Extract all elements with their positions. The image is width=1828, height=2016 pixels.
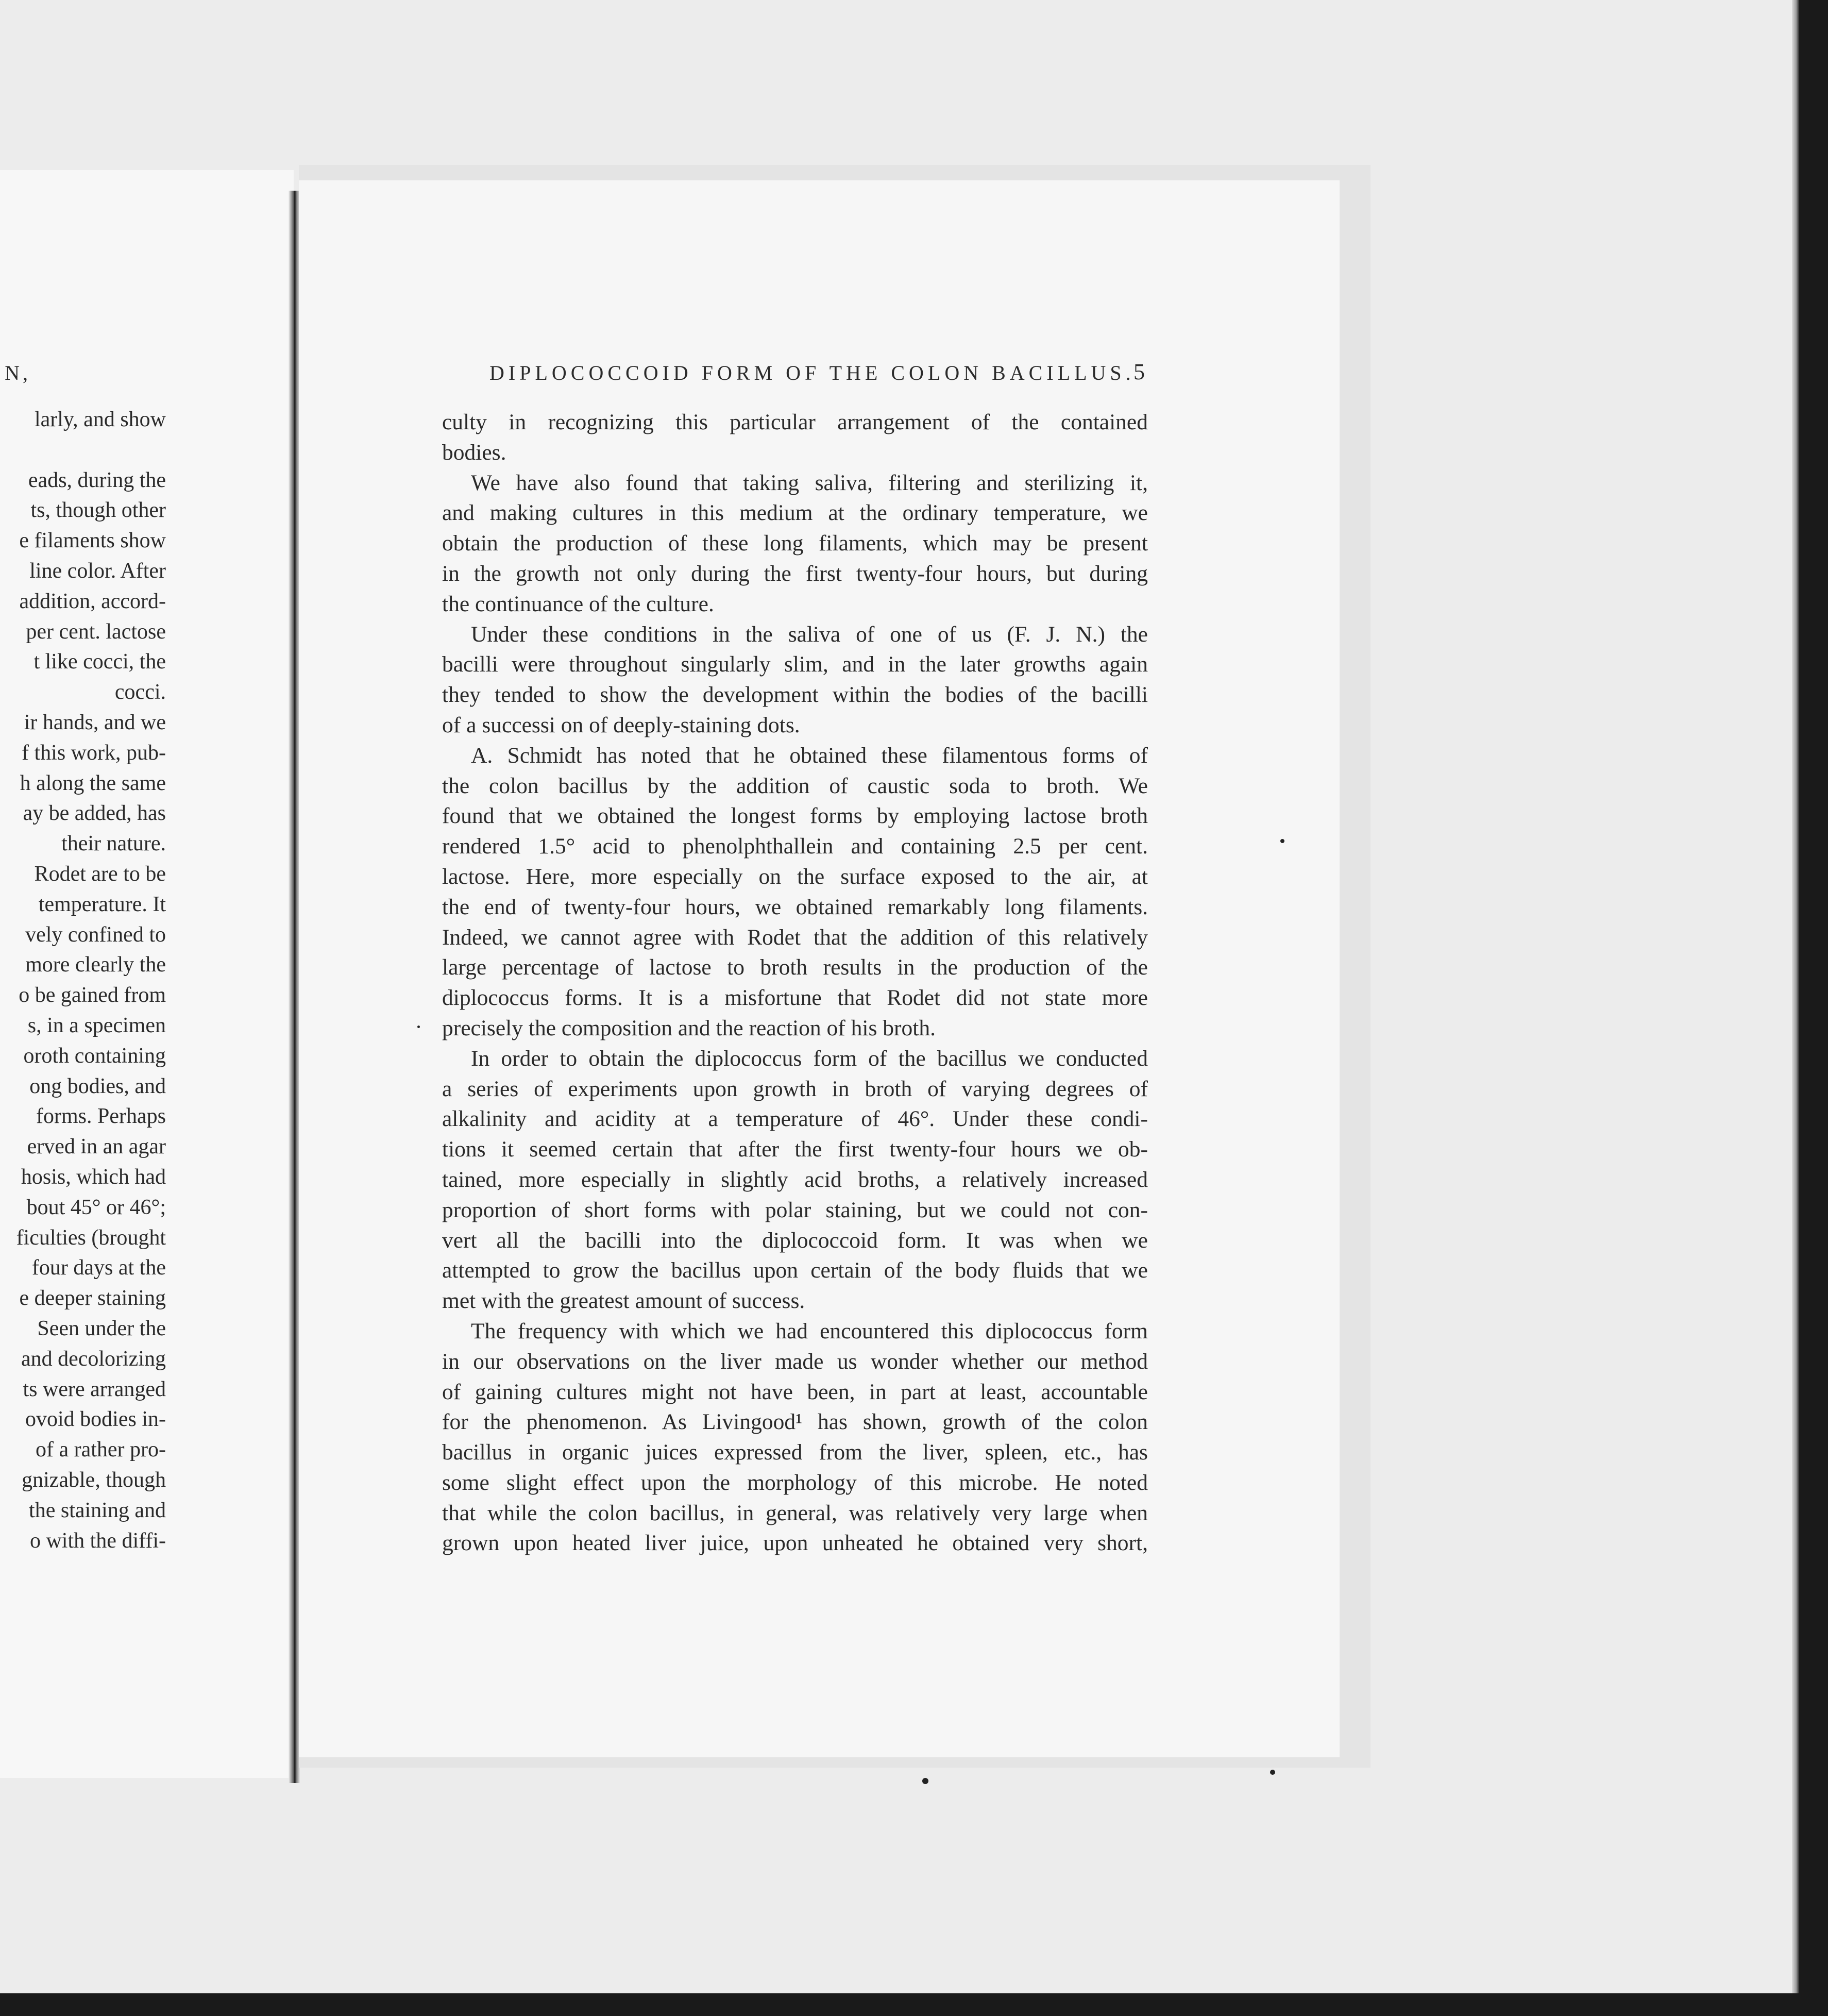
text-line: bodies. xyxy=(442,440,506,465)
text-line: the colon bacillus by the addition of caustic soda to broth. We xyxy=(442,773,1148,798)
left-text-line: ir hands, and we xyxy=(24,711,166,734)
text-line: A. Schmidt has noted that he obtained these filamentous forms of xyxy=(471,743,1148,768)
left-text-line: temperature. It xyxy=(38,892,166,916)
text-line: grown upon heated liver juice, upon unheated he obtained very short, xyxy=(442,1531,1148,1556)
text-line: precisely the composition and the reaction of his broth. xyxy=(442,1015,936,1040)
text-line: bacillus in organic juices expressed from the liver, spleen, etc., has xyxy=(442,1440,1148,1465)
text-line: that while the colon bacillus, in general, was relatively very large when xyxy=(442,1500,1148,1525)
left-text-line: cocci. xyxy=(114,680,166,704)
left-text-line: e deeper staining xyxy=(19,1286,166,1311)
left-text-line: ficulties (brought xyxy=(16,1225,166,1250)
left-text-line: vely confined to xyxy=(25,922,166,947)
left-text-line: and decolorizing xyxy=(21,1347,166,1371)
text-line: tions it seemed certain that after the first twenty-four hours we ob- xyxy=(442,1137,1148,1162)
left-text-line: erved in an agar xyxy=(27,1135,166,1159)
left-text-line: f this work, pub- xyxy=(22,741,166,765)
text-line: found that we obtained the longest forms by employing lactose broth xyxy=(442,803,1148,829)
text-line: tained, more especially in slightly acid broths, a relatively increased xyxy=(442,1167,1148,1192)
left-text-line: t like cocci, the xyxy=(33,650,166,674)
left-text-line: addition, accord- xyxy=(19,589,166,613)
left-text-line: o with the diffi- xyxy=(29,1528,166,1553)
text-line: rendered 1.5° acid to phenolphthallein and containing 2.5 per cent. xyxy=(442,834,1148,859)
text-line: bacilli were throughout singularly slim, and in the later growths again xyxy=(442,652,1148,677)
left-text-line: s, in a specimen xyxy=(27,1014,166,1037)
left-text-line: more clearly the xyxy=(25,953,166,977)
left-text-line: the staining and xyxy=(29,1498,166,1522)
left-text-line: ovoid bodies in- xyxy=(25,1407,166,1432)
left-text-line: o be gained from xyxy=(19,983,166,1007)
left-text-line: h along the same xyxy=(20,771,166,795)
text-line: vert all the bacilli into the diplococcoid form. It was when we xyxy=(442,1228,1148,1253)
left-text-line: forms. Perhaps xyxy=(36,1104,166,1129)
speck xyxy=(1280,839,1284,843)
left-text-line: oroth containing xyxy=(23,1044,166,1068)
text-line: attempted to grow the bacillus upon certain of the body fluids that we xyxy=(442,1258,1148,1283)
text-line: diplococcus forms. It is a misfortune that Rodet did not state more xyxy=(442,985,1148,1011)
text-line: Indeed, we cannot agree with Rodet that the addition of this relatively xyxy=(442,925,1148,950)
left-text-line: larly, and show xyxy=(34,408,166,431)
text-line: of gaining cultures might not have been, in part at least, accountable xyxy=(442,1379,1148,1404)
left-page xyxy=(0,170,294,1778)
left-text-line: bout 45° or 46°; xyxy=(26,1195,166,1219)
text-line: obtain the production of these long filaments, which may be present xyxy=(442,531,1148,556)
left-text-line: of a rather pro- xyxy=(35,1438,166,1462)
text-line: met with the greatest amount of success. xyxy=(442,1288,805,1314)
text-line: alkalinity and acidity at a temperature of 46°. Under these condi- xyxy=(442,1106,1148,1132)
left-text-line: Rodet are to be xyxy=(34,862,166,886)
text-line: In order to obtain the diplococcus form of the bacillus we conducted xyxy=(471,1046,1148,1071)
left-text-line: gnizable, though xyxy=(22,1468,166,1492)
text-line: The frequency with which we had encountered this diplococcus form xyxy=(471,1318,1148,1343)
scan-right-border xyxy=(1798,0,1828,2016)
scan-right-edge xyxy=(1792,0,1799,2016)
text-line: the end of twenty-four hours, we obtained remarkably long filaments. xyxy=(442,894,1148,919)
text-line: for the phenomenon. As Livingood¹ has shown, growth of the colon xyxy=(442,1409,1148,1435)
text-line: We have also found that taking saliva, filtering and sterilizing it, xyxy=(471,470,1148,495)
left-text-line: four days at the xyxy=(31,1256,166,1280)
left-text-line: their nature. xyxy=(61,832,166,856)
text-line: proportion of short forms with polar staining, but we could not con- xyxy=(442,1197,1148,1222)
left-running-head: N, xyxy=(5,361,31,384)
left-text-line: line color. After xyxy=(29,559,166,583)
text-line: of a successi on of deeply-staining dots. xyxy=(442,712,800,737)
left-text-line: ts, though other xyxy=(30,498,166,523)
left-text-line: eads, during the xyxy=(28,468,166,492)
text-line: in the growth not only during the first twenty-four hours, but during xyxy=(442,561,1148,586)
body-text xyxy=(442,407,1148,1558)
text-line: some slight effect upon the morphology of this microbe. He noted xyxy=(442,1470,1148,1495)
text-line: a series of experiments upon growth in broth of varying degrees of xyxy=(442,1076,1148,1101)
text-line: they tended to show the development within the bodies of the bacilli xyxy=(442,682,1148,708)
running-head: DIPLOCOCCOID FORM OF THE COLON BACILLUS. xyxy=(489,361,1135,384)
left-text-line: ong bodies, and xyxy=(29,1074,166,1098)
text-line: lactose. Here, more especially on the surface exposed to the air, at xyxy=(442,864,1148,889)
speck xyxy=(417,1026,420,1028)
left-text-line: per cent. lactose xyxy=(26,619,166,644)
text-line: large percentage of lactose to broth results in the production of the xyxy=(442,955,1148,980)
left-text-line: ts were arranged xyxy=(23,1377,166,1401)
text-line: Under these conditions in the saliva of one of us (F. J. N.) the xyxy=(471,621,1148,647)
speck xyxy=(1270,1770,1275,1775)
book-gutter xyxy=(289,191,300,1783)
left-text-line: hosis, which had xyxy=(21,1165,166,1189)
left-text-line: Seen under the xyxy=(37,1317,166,1340)
left-text-line: ay be added, has xyxy=(23,801,166,826)
page-number: 5 xyxy=(1133,359,1145,384)
speck xyxy=(922,1778,928,1784)
left-text-line: e filaments show xyxy=(19,529,166,553)
text-line: and making cultures in this medium at the ordinary temperature, we xyxy=(442,500,1148,526)
text-line: culty in recognizing this particular arrangement of the contained xyxy=(442,410,1148,434)
scan-bottom-border xyxy=(0,1993,1828,2016)
text-line: in our observations on the liver made us wonder whether our method xyxy=(442,1349,1148,1374)
text-line: the continuance of the culture. xyxy=(442,591,714,616)
